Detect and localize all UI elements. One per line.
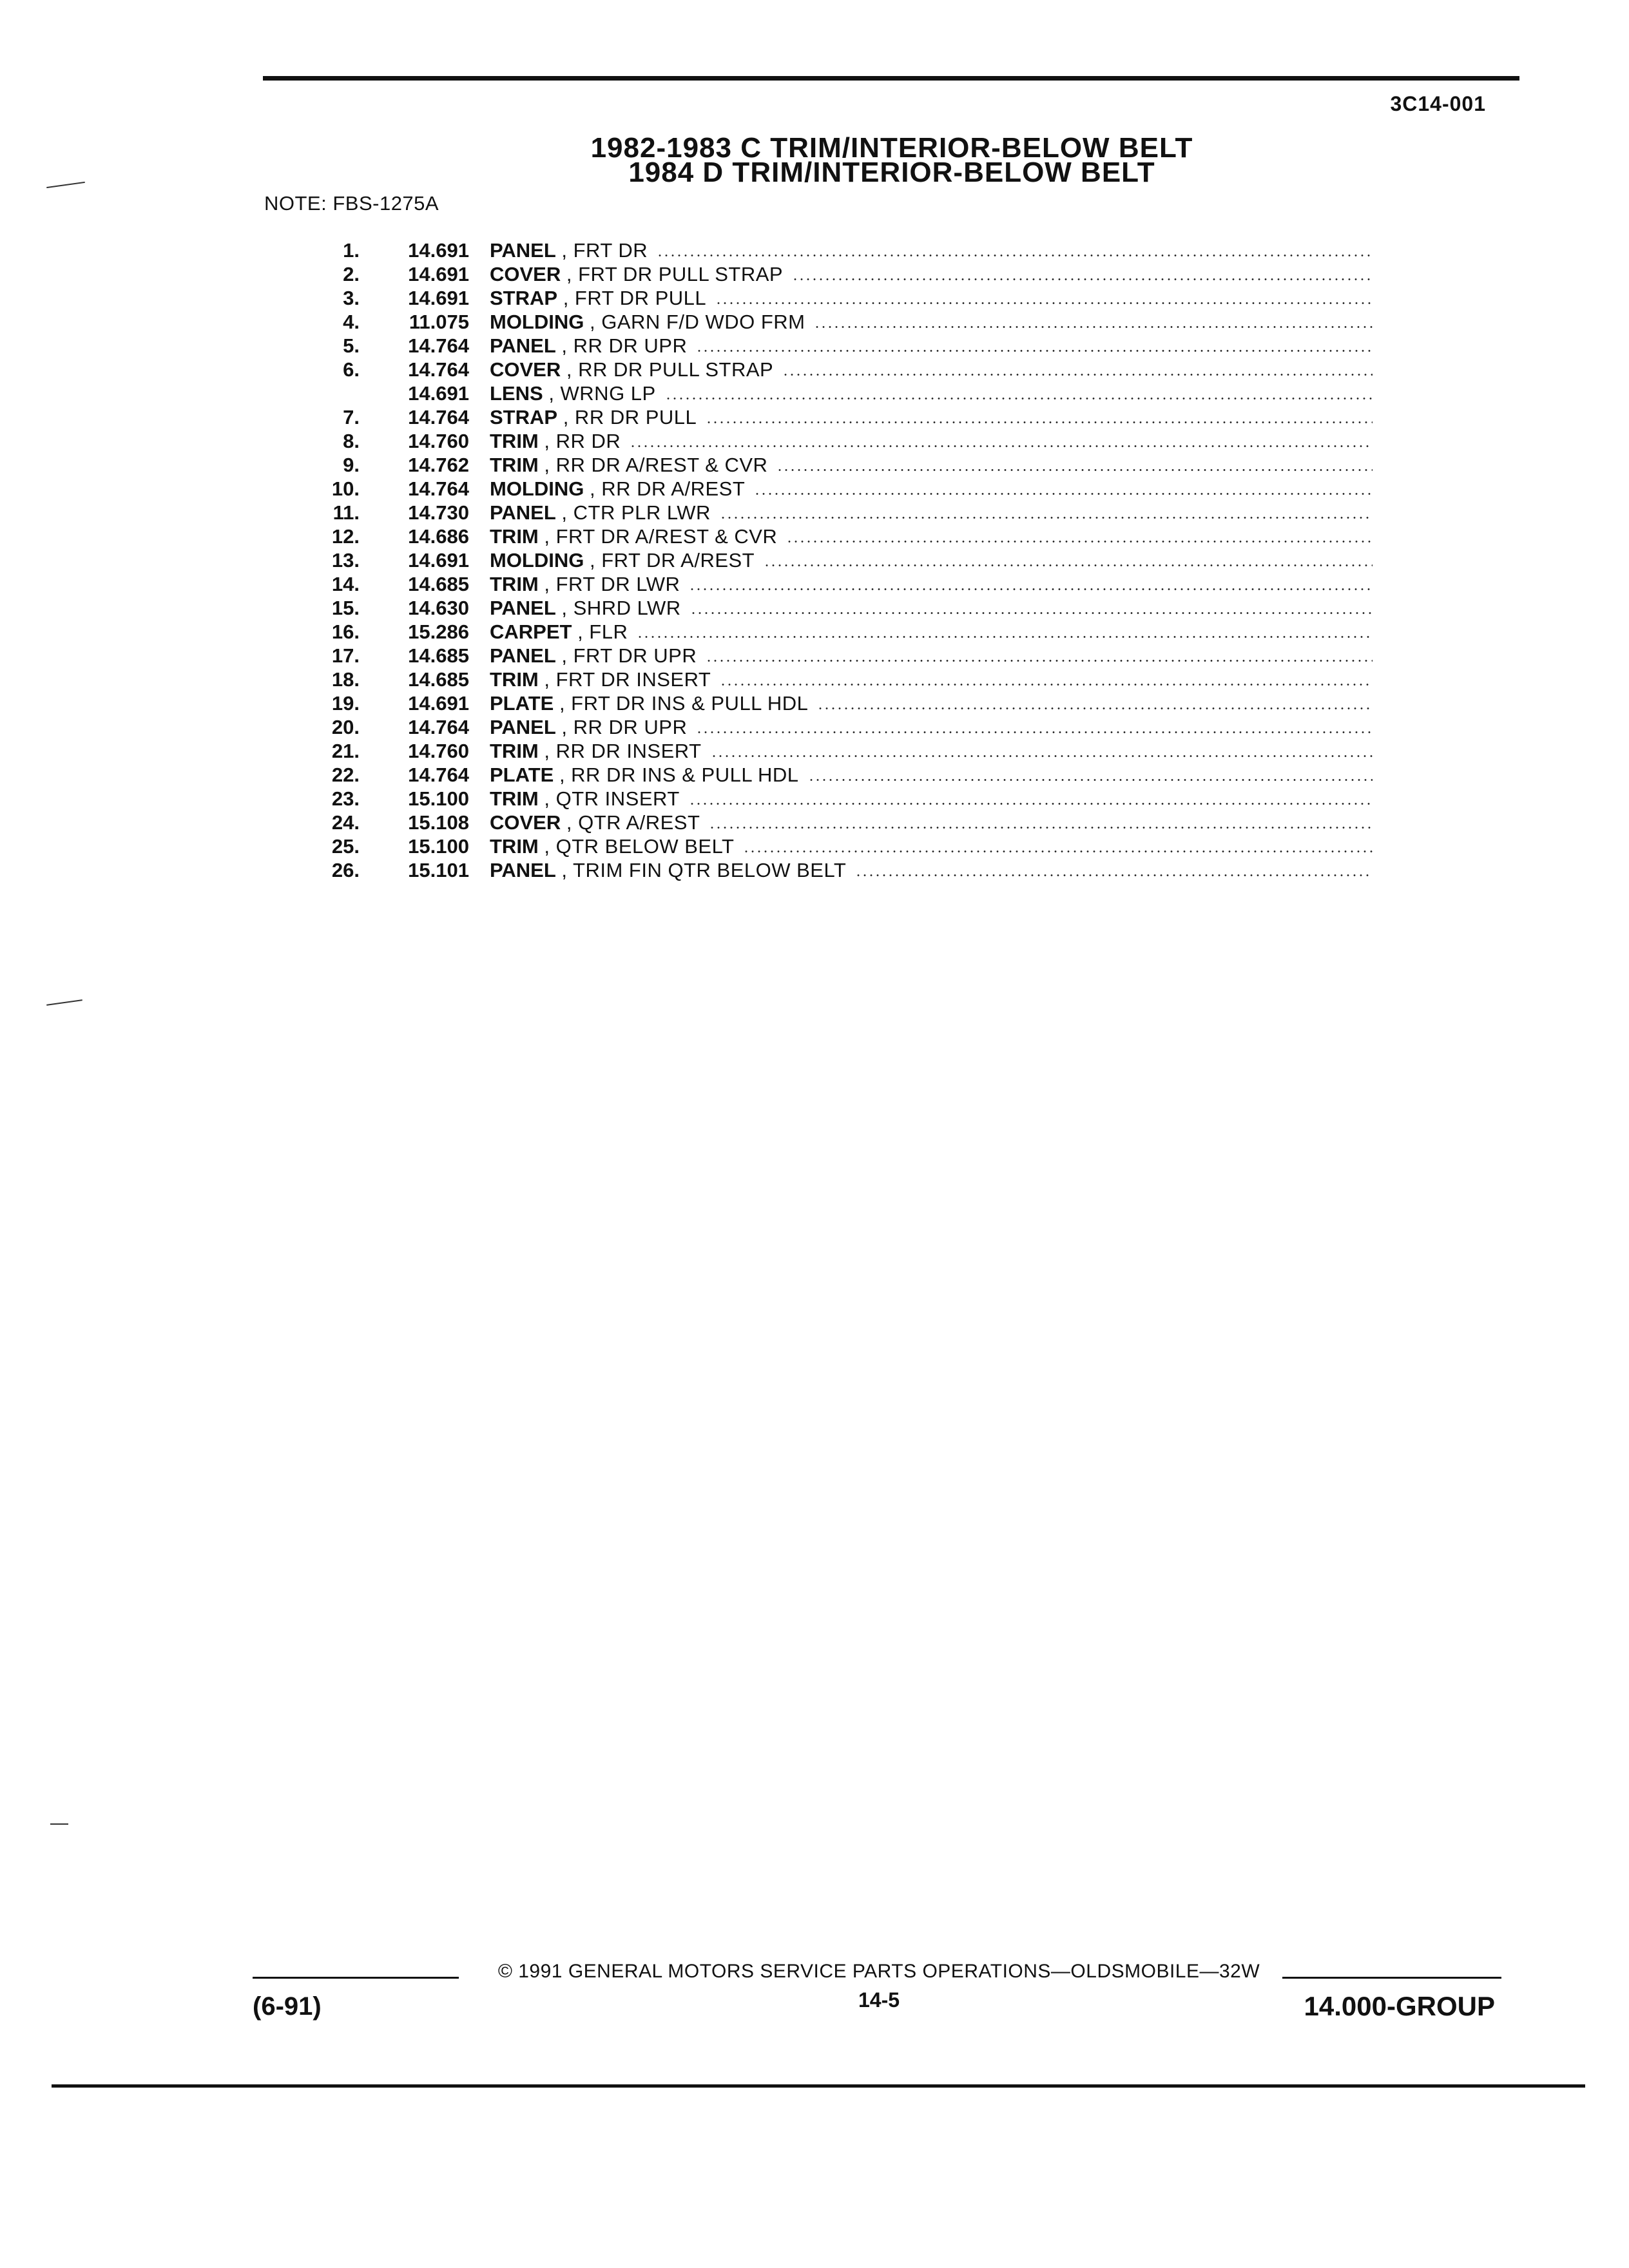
part-detail: , GARN F/D WDO FRM [590, 311, 805, 333]
part-description [490, 429, 621, 453]
part-detail: , FRT DR INS & PULL HDL [559, 692, 809, 715]
dot-leader [817, 707, 1373, 709]
part-group-code: 14.685 [408, 668, 469, 691]
part-name: MOLDING [490, 311, 584, 333]
part-group-code: 15.100 [408, 835, 469, 858]
part-description [490, 548, 755, 572]
part-detail: , FRT DR UPR [561, 644, 697, 667]
dot-leader [696, 350, 1373, 352]
part-name: PANEL [490, 597, 556, 619]
part-name: COVER [490, 358, 561, 381]
part-detail: , RR DR PULL STRAP [566, 358, 774, 381]
part-row [303, 477, 1373, 501]
part-group-code: 14.764 [408, 358, 469, 381]
part-group-code: 14.764 [408, 477, 469, 500]
part-index: 2. [343, 263, 360, 285]
dot-leader [792, 278, 1373, 280]
part-group-code: 14.691 [408, 692, 469, 715]
part-row [303, 453, 1373, 477]
part-row [303, 286, 1373, 310]
dot-leader [855, 874, 1373, 876]
part-row [303, 715, 1373, 739]
part-description [490, 787, 680, 811]
part-description [490, 238, 648, 262]
part-name: TRIM [490, 835, 539, 858]
part-index: 16. [331, 620, 360, 643]
dot-leader [754, 493, 1373, 495]
footer-page-number: 14-5 [858, 1988, 900, 2012]
part-name: TRIM [490, 430, 539, 452]
part-detail: , QTR INSERT [544, 787, 680, 810]
part-group-code: 14.691 [408, 549, 469, 572]
part-name: TRIM [490, 740, 539, 762]
part-name: TRIM [490, 787, 539, 810]
part-name: TRIM [490, 668, 539, 691]
part-detail: , RR DR INS & PULL HDL [559, 764, 799, 786]
dot-leader [665, 398, 1373, 399]
part-group-code: 15.108 [408, 811, 469, 834]
part-index: 21. [331, 740, 360, 762]
part-name: PANEL [490, 716, 556, 738]
part-row [303, 405, 1373, 429]
part-description [490, 334, 687, 358]
dot-leader [689, 803, 1373, 805]
part-index: 9. [343, 454, 360, 476]
part-description [490, 739, 702, 763]
footer-date: (6-91) [253, 1992, 322, 2021]
part-description [490, 477, 745, 501]
part-detail: , WRNG LP [548, 382, 656, 405]
part-description [490, 358, 773, 381]
part-group-code: 14.764 [408, 406, 469, 428]
dot-leader [630, 445, 1373, 447]
part-row [303, 381, 1373, 405]
part-row [303, 763, 1373, 787]
part-row [303, 572, 1373, 596]
part-name: LENS [490, 382, 543, 405]
part-description [490, 620, 628, 644]
part-group-code: 14.730 [408, 501, 469, 524]
dot-leader [808, 779, 1373, 781]
part-description [490, 381, 656, 405]
note: NOTE: FBS-1275A [264, 192, 439, 215]
dot-leader [814, 326, 1373, 328]
part-index: 7. [343, 406, 360, 428]
part-detail: , FRT DR [561, 239, 648, 262]
part-row [303, 811, 1373, 834]
part-name: PLATE [490, 692, 554, 715]
part-name: PANEL [490, 334, 556, 357]
part-row [303, 501, 1373, 524]
part-group-code: 14.686 [408, 525, 469, 548]
dot-leader [709, 827, 1373, 829]
part-name: STRAP [490, 406, 558, 428]
part-detail: , RR DR A/REST [590, 477, 746, 500]
dot-leader [715, 302, 1373, 304]
part-name: MOLDING [490, 549, 584, 572]
part-detail: , CTR PLR LWR [561, 501, 711, 524]
part-name: PANEL [490, 501, 556, 524]
part-group-code: 15.101 [408, 859, 469, 881]
part-description [490, 811, 700, 834]
dot-leader [637, 636, 1373, 638]
part-description [490, 572, 680, 596]
part-index: 12. [331, 525, 360, 548]
dot-leader [764, 564, 1373, 566]
part-name: TRIM [490, 525, 539, 548]
part-row [303, 691, 1373, 715]
dot-leader [776, 469, 1373, 471]
part-row [303, 596, 1373, 620]
part-name: CARPET [490, 620, 572, 643]
part-index: 22. [331, 764, 360, 786]
part-name: PANEL [490, 859, 556, 881]
part-description [490, 715, 687, 739]
part-detail: , QTR A/REST [566, 811, 700, 834]
part-detail: , FLR [577, 620, 628, 643]
dot-leader [711, 755, 1373, 757]
part-row [303, 334, 1373, 358]
part-group-code: 11.075 [409, 311, 469, 333]
part-name: STRAP [490, 287, 558, 309]
part-description [490, 501, 711, 524]
top-rule [263, 76, 1519, 81]
part-index: 1. [343, 239, 360, 262]
part-index: 18. [331, 668, 360, 691]
part-detail: , RR DR [544, 430, 621, 452]
part-description [490, 596, 681, 620]
part-group-code: 14.691 [408, 239, 469, 262]
part-detail: , RR DR UPR [561, 716, 688, 738]
dot-leader [720, 517, 1373, 519]
part-index: 14. [331, 573, 360, 595]
part-detail: , FRT DR PULL [563, 287, 707, 309]
parts-list [303, 238, 1373, 882]
dot-leader [782, 374, 1373, 376]
part-index: 26. [331, 859, 360, 881]
dot-leader [689, 588, 1373, 590]
footer-copyright: © 1991 GENERAL MOTORS SERVICE PARTS OPERATIONS—OLDSMOBILE—32W [497, 1961, 1260, 1982]
part-group-code: 14.685 [408, 644, 469, 667]
scan-mark [46, 999, 82, 1006]
part-index: 19. [331, 692, 360, 715]
part-detail: , RR DR A/REST & CVR [544, 454, 768, 476]
scan-mark [50, 1823, 68, 1825]
part-row [303, 787, 1373, 811]
part-name: MOLDING [490, 477, 584, 500]
part-index: 10. [331, 477, 360, 500]
dot-leader [696, 731, 1373, 733]
part-row [303, 834, 1373, 858]
part-group-code: 14.691 [408, 263, 469, 285]
part-group-code: 15.286 [408, 620, 469, 643]
part-index: 17. [331, 644, 360, 667]
part-description [490, 524, 777, 548]
dot-leader [706, 660, 1373, 662]
part-group-code: 15.100 [408, 787, 469, 810]
part-description [490, 453, 767, 477]
dot-leader [786, 541, 1373, 543]
part-row [303, 429, 1373, 453]
part-description [490, 286, 706, 310]
part-name: COVER [490, 263, 561, 285]
part-name: TRIM [490, 573, 539, 595]
part-description [490, 763, 799, 787]
part-group-code: 14.764 [408, 716, 469, 738]
part-index: 13. [331, 549, 360, 572]
part-name: COVER [490, 811, 561, 834]
part-row [303, 620, 1373, 644]
bottom-rule [52, 2084, 1585, 2088]
part-group-code: 14.762 [408, 454, 469, 476]
part-detail: , FRT DR PULL STRAP [566, 263, 784, 285]
part-group-code: 14.764 [408, 764, 469, 786]
dot-leader [743, 850, 1373, 852]
part-description [490, 644, 697, 668]
part-index: 24. [331, 811, 360, 834]
part-row [303, 739, 1373, 763]
part-name: TRIM [490, 454, 539, 476]
part-index: 3. [343, 287, 360, 309]
part-row [303, 858, 1373, 882]
part-row [303, 238, 1373, 262]
part-group-code: 14.630 [408, 597, 469, 619]
part-group-code: 14.691 [408, 382, 469, 405]
part-group-code: 14.691 [408, 287, 469, 309]
footer-group: 14.000-GROUP [1304, 1991, 1495, 2021]
part-description [490, 668, 711, 691]
part-detail: , FRT DR INSERT [544, 668, 711, 691]
part-index: 5. [343, 334, 360, 357]
dot-leader [657, 255, 1373, 256]
part-detail: , FRT DR LWR [544, 573, 680, 595]
part-detail: , SHRD LWR [561, 597, 681, 619]
part-group-code: 14.760 [408, 430, 469, 452]
part-index: 15. [331, 597, 360, 619]
page-title-line-1: 1982-1983 C TRIM/INTERIOR-BELOW BELT [590, 132, 1193, 164]
part-row [303, 668, 1373, 691]
page-title-line-2: 1984 D TRIM/INTERIOR-BELOW BELT [628, 157, 1155, 188]
part-row [303, 524, 1373, 548]
part-detail: , FRT DR A/REST [590, 549, 755, 572]
part-index: 20. [331, 716, 360, 738]
part-index: 11. [333, 501, 360, 524]
page-code: 3C14-001 [1390, 92, 1486, 115]
part-index: 8. [343, 430, 360, 452]
part-row [303, 310, 1373, 334]
part-row [303, 358, 1373, 381]
part-group-code: 14.685 [408, 573, 469, 595]
part-row [303, 262, 1373, 286]
part-index: 6. [343, 358, 360, 381]
part-detail: , RR DR INSERT [544, 740, 702, 762]
part-description [490, 262, 783, 286]
part-name: PANEL [490, 239, 556, 262]
part-index: 23. [331, 787, 360, 810]
part-detail: , RR DR UPR [561, 334, 688, 357]
part-description [490, 310, 805, 334]
part-index: 25. [331, 835, 360, 858]
part-group-code: 14.760 [408, 740, 469, 762]
part-name: PANEL [490, 644, 556, 667]
part-description [490, 405, 697, 429]
dot-leader [720, 684, 1373, 686]
dot-leader [706, 421, 1373, 423]
part-index: 4. [343, 311, 360, 333]
part-detail: , RR DR PULL [563, 406, 697, 428]
dot-leader [690, 612, 1373, 614]
part-description [490, 858, 846, 882]
part-detail: , TRIM FIN QTR BELOW BELT [561, 859, 847, 881]
part-detail: , QTR BELOW BELT [544, 835, 735, 858]
part-detail: , FRT DR A/REST & CVR [544, 525, 778, 548]
part-group-code: 14.764 [408, 334, 469, 357]
part-description [490, 691, 808, 715]
part-row [303, 548, 1373, 572]
part-description [490, 834, 734, 858]
part-row [303, 644, 1373, 668]
part-name: PLATE [490, 764, 554, 786]
